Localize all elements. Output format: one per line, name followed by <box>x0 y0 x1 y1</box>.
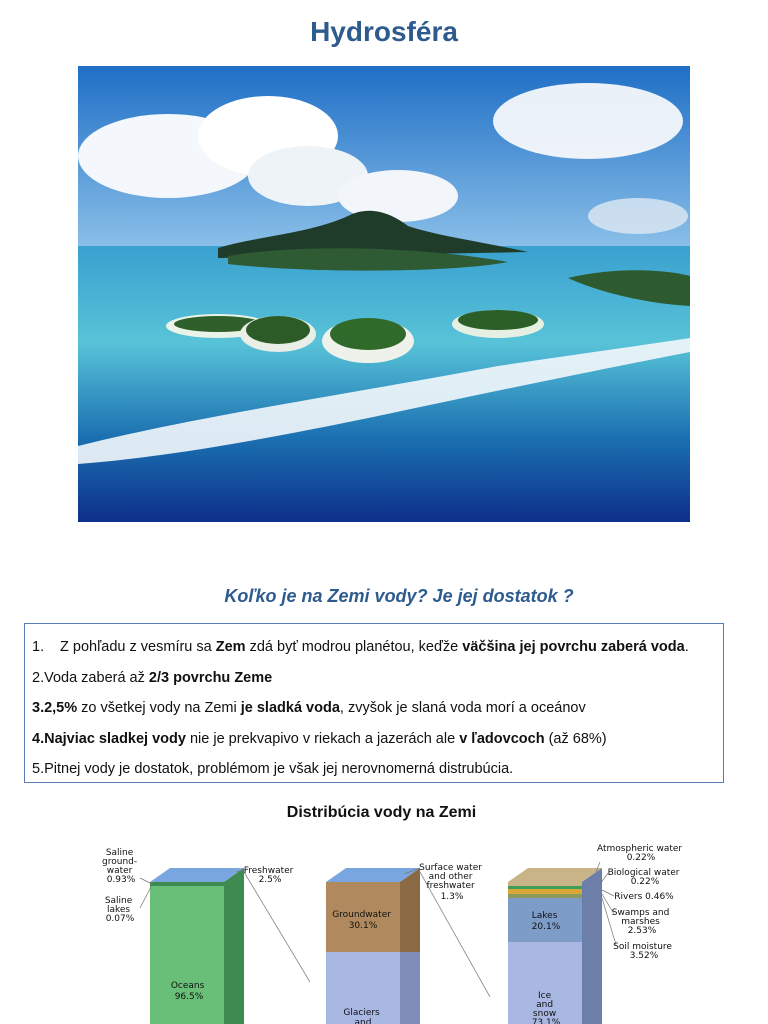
fact-text: , zvyšok je slaná voda morí a oceánov <box>339 700 586 716</box>
fact-item-1 <box>32 632 717 663</box>
label-line: Ice <box>537 991 552 1001</box>
fact-text-bold: 3.2,5% <box>32 700 78 716</box>
label-line: Saline <box>105 848 134 858</box>
fact-text-bold: v ľadovcoch <box>459 730 545 747</box>
fact-text: (až 68%) <box>544 730 607 747</box>
label-line: 3.52% <box>629 951 659 961</box>
tropical-island-aerial-photo <box>78 66 690 522</box>
fact-text-bold: Zem <box>215 639 246 655</box>
label-line: snow <box>532 1009 557 1019</box>
bar3-side <box>582 868 602 1024</box>
page-title: Hydrosféra <box>310 16 458 47</box>
fact-text: nie je prekvapivo v riekach a jazerách ale <box>185 730 460 747</box>
distribution-title: Distribúcia vody na Zemi <box>286 804 477 821</box>
fact-text-bold: väčšina jej povrchu zaberá voda <box>462 639 685 655</box>
label-line: 1.3% <box>440 892 464 902</box>
bar3-rivers-segment <box>508 889 582 894</box>
bar3-swamps-segment <box>508 894 582 898</box>
label-line: freshwater <box>426 881 475 891</box>
label-atmospheric-water <box>597 844 685 863</box>
label-saline-groundwater <box>102 848 140 885</box>
label-line: and <box>354 1018 372 1024</box>
fact-text-bold: 2/3 povrchu Zeme <box>148 669 273 686</box>
label-line: and <box>536 1000 554 1010</box>
label-biological-water <box>608 868 683 887</box>
leader-line <box>602 890 614 896</box>
label-rivers <box>614 892 674 902</box>
distribution-bars-svg <box>0 832 768 1024</box>
label-line: Soil moisture <box>613 942 672 952</box>
label-oceans <box>171 981 207 1002</box>
fact-number: 1. <box>32 639 45 655</box>
fact-text: zo všetkej vody na Zemi <box>77 700 241 716</box>
label-line: marshes <box>621 917 660 927</box>
fact-text: zdá byť modrou planétou, keďže <box>245 639 463 655</box>
label-line: 0.22% <box>626 853 656 863</box>
label-line: Oceans <box>170 981 205 991</box>
label-line: Atmospheric water <box>597 844 683 854</box>
label-line: Groundwater <box>332 910 391 920</box>
fact-item-2 <box>32 663 717 694</box>
label-line: ground- <box>102 857 138 867</box>
fact-text: Z pohľadu z vesmíru sa <box>60 639 216 655</box>
label-line: lakes <box>106 905 131 915</box>
facts-box <box>24 623 724 783</box>
label-line: 0.93% <box>106 875 136 885</box>
label-line: Swamps and <box>611 908 670 918</box>
label-line: Lakes <box>531 911 558 921</box>
bar-freshwater <box>326 868 420 1024</box>
fact-item-5 <box>32 754 717 785</box>
bar2-side-ground <box>400 868 420 952</box>
connector-line <box>244 872 310 982</box>
label-line: Freshwater <box>243 866 294 876</box>
label-line: Glaciers <box>343 1008 380 1018</box>
label-line: 2.5% <box>258 875 282 885</box>
label-lakes <box>532 911 561 932</box>
fact-item-4 <box>32 724 717 755</box>
label-line: 96.5% <box>174 992 204 1002</box>
label-line: 73.1% <box>531 1018 561 1024</box>
label-line: and other <box>428 872 473 882</box>
fact-text: 2.Voda zaberá až <box>32 669 149 686</box>
bar2-side-glacier <box>400 952 420 1024</box>
fact-item-3 <box>32 693 717 724</box>
water-distribution-diagram <box>0 832 768 1024</box>
fact-text-bold: 4.Najviac sladkej vody <box>32 730 186 747</box>
bar1-saline-segment <box>150 882 224 886</box>
label-freshwater <box>244 866 296 885</box>
label-line: 20.1% <box>531 922 561 932</box>
label-line: 0.22% <box>630 877 660 887</box>
bar3-atmospheric-segment <box>508 882 582 886</box>
label-swamps-marshes <box>612 908 672 936</box>
leader-line <box>140 878 152 884</box>
label-line: 0.07% <box>105 914 135 924</box>
label-soil-moisture <box>613 942 675 961</box>
bar1-side <box>224 868 244 1024</box>
label-line: water <box>106 866 133 876</box>
bar3-biological-segment <box>508 886 582 889</box>
label-line: 30.1% <box>348 921 378 931</box>
label-line: Biological water <box>607 868 680 878</box>
fact-text: . <box>684 639 689 655</box>
label-saline-lakes <box>105 896 135 924</box>
bar1-oceans-segment <box>150 886 224 1024</box>
island-photo <box>78 66 690 522</box>
label-line: Surface water <box>419 863 482 873</box>
fact-text-bold: je sladká voda <box>240 700 340 716</box>
label-surface-water <box>419 863 485 902</box>
label-line: Rivers 0.46% <box>614 892 674 902</box>
fact-text: 5.Pitnej vody je dostatok, problémom je však jej nerovnomerná distrubúcia. <box>32 761 514 777</box>
label-line: Saline <box>104 896 133 906</box>
label-line: 2.53% <box>627 926 657 936</box>
section-question: Koľko je na Zemi vody? Je jej dostatok ? <box>224 586 574 606</box>
